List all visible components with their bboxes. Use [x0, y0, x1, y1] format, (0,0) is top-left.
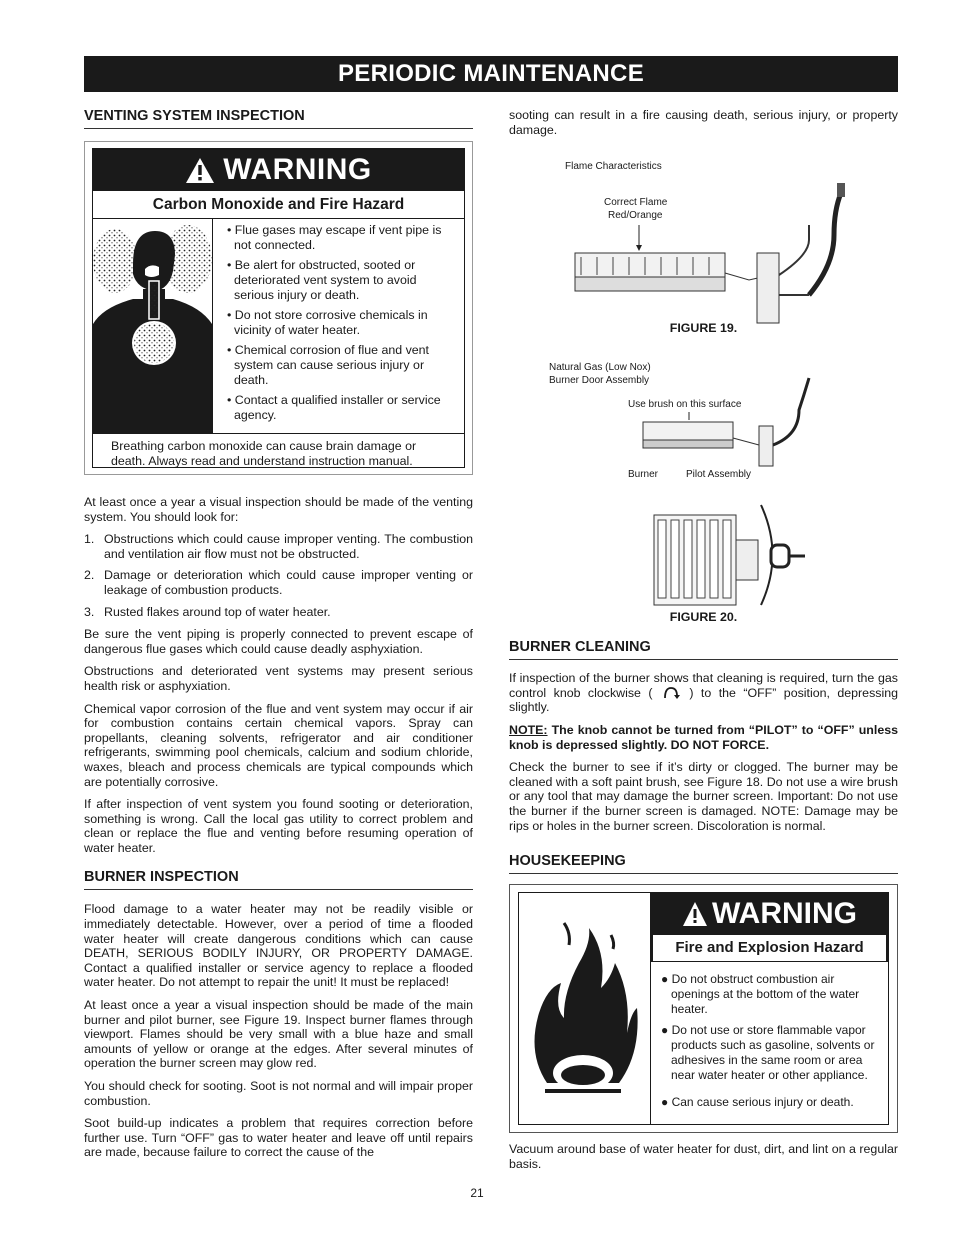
burner-inspection-heading: BURNER INSPECTION — [84, 869, 473, 890]
warning2-title-text: WARNING — [712, 897, 857, 931]
warning-item: • Chemical corrosion of flue and vent system can cause serious injury or death. — [227, 343, 430, 387]
paragraph: Chemical vapor corrosion of the flue and vent system may occur if air for combustion contains certain chemical vapors. Spray can propellants, cleaning solvents, refrigerator and air conditioner refrigerants, swimming pool chemicals, calcium and sodium chloride, waxes, bleach and process chemicals are typical compounds which are potentially corrosive. — [84, 701, 473, 789]
warning-item: ● Can cause serious injury or death. — [661, 1095, 854, 1110]
fig19-flame-label: Correct Flame — [604, 197, 668, 209]
right-column — [509, 108, 898, 1179]
fig19-color-label: Red/Orange — [608, 210, 663, 222]
list-item: 1. Obstructions which could cause improper venting. The combustion and ventilation air flow must not be obstructed. — [84, 532, 473, 561]
paragraph: At least once a year a visual inspection should be made of the main burner and pilot burner, see Figure 19. Inspect burner flames through viewport. Flames should be very small with a blue haze and small amounts of yellow or orange at the edges. After several minutes of operation the burner screen may glow red. — [84, 998, 473, 1071]
warning-triangle-icon — [185, 157, 215, 184]
paragraph: Soot build-up indicates a problem that requires correction before further use. Turn “OFF” gas to water heater and leave off until repairs are made, because failure to correct the cause of the — [84, 1116, 473, 1160]
note-paragraph: NOTE: The knob cannot be turned from “PILOT” to “OFF” unless knob is depressed slightly. DO NOT FORCE. — [509, 722, 898, 752]
warning-subtitle: Carbon Monoxide and Fire Hazard — [93, 191, 464, 219]
warning-item: • Be alert for obstructed, sooted or deteriorated vent system to avoid serious injury or death. — [227, 258, 417, 302]
co-breathing-icon — [93, 219, 212, 433]
warning-triangle-icon — [682, 901, 708, 927]
paragraph: Obstructions and deteriorated vent systems may present serious health risk or asphyxiation. — [84, 664, 473, 693]
warning-item: ● Do not use or store flammable vapor products such as gasoline, solvents or adhesives in the same room or area near water heater or other appliance. — [661, 1023, 875, 1083]
figure-20-caption: FIGURE 20. — [669, 610, 738, 625]
fig20-door-label: Burner Door Assembly — [549, 375, 650, 387]
warning-title — [93, 149, 464, 191]
fig20-pilot-label: Pilot Assembly — [686, 469, 752, 481]
fire-warning-box — [509, 884, 898, 1133]
warning-list — [213, 219, 464, 433]
warning2-list — [651, 962, 888, 1116]
fig20-brush-label: Use brush on this surface — [628, 399, 742, 411]
warning-item: • Contact a qualified installer or service agency. — [227, 393, 441, 422]
list-item: 3. Rusted flakes around top of water heater. — [84, 604, 331, 619]
paragraph-continued: sooting can result in a fire causing death, serious injury, or property damage. — [509, 108, 898, 137]
figure-19 — [509, 145, 898, 340]
warning-item: • Do not store corrosive chemicals in vicinity of water heater. — [227, 308, 428, 337]
left-column — [84, 108, 473, 1168]
figure-20 — [509, 340, 898, 625]
flame-illustration — [519, 893, 651, 1124]
page-number: 21 — [470, 1186, 484, 1200]
clockwise-arrow-icon — [660, 686, 682, 699]
warning-item: • Flue gases may escape if vent pipe is not connected. — [227, 223, 442, 252]
warning-title-text: WARNING — [223, 153, 372, 186]
warning-item: ● Do not obstruct combustion air openings at the bottom of the water heater. — [661, 972, 860, 1017]
burner-door-illustration — [509, 340, 898, 610]
list-item: 2. Damage or deterioration which could cause improper venting or leakage of combustion products. — [84, 568, 473, 597]
paragraph: If after inspection of vent system you found sooting or deterioration, something is wrong. Call the local gas utility to correct problem and clean or replace the flue and venting before resuming operation of water heater. — [84, 797, 473, 855]
flame-icon — [519, 893, 650, 1113]
housekeeping-paragraph: Vacuum around base of water heater for dust, dirt, and lint on a regular basis. — [509, 1142, 898, 1171]
fig20-gas-label: Natural Gas (Low Nox) — [549, 362, 651, 374]
paragraph: Flood damage to a water heater may not be readily visible or immediately detectable. However, over a period of time a flooded water heater will create dangerous conditions which can cause DEATH, SERIOUS BODILY INJURY, OR PROPERTY DAMAGE. Contact a qualified installer or service agency to replace a flooded water heater. Do not attempt to repair the unit! It must be replaced! — [84, 902, 473, 990]
co-person-illustration — [93, 219, 213, 433]
housekeeping-heading: HOUSEKEEPING — [509, 853, 898, 874]
co-warning-box — [84, 141, 473, 475]
page-banner: PERIODIC MAINTENANCE — [84, 56, 898, 92]
burner-cleaning-heading: BURNER CLEANING — [509, 639, 898, 660]
paragraph: Be sure the vent piping is properly connected to prevent escape of dangerous flue gases which could cause deadly asphyxiation. — [84, 627, 473, 656]
venting-checklist — [84, 532, 473, 619]
figure-19-caption: FIGURE 19. — [669, 321, 738, 336]
warning2-subtitle: Fire and Explosion Hazard — [651, 935, 888, 962]
fig19-title-label: Flame Characteristics — [565, 161, 662, 173]
paragraph: You should check for sooting. Soot is not normal and will impair proper combustion. — [84, 1079, 473, 1108]
cleaning-paragraph: If inspection of the burner shows that cleaning is required, turn the gas control knob clockwise ( ) to the “OFF” position, depressing slightly. — [509, 671, 898, 715]
burner-flame-illustration — [509, 145, 898, 325]
venting-intro: At least once a year a visual inspection should be made of the venting system. You should look for: — [84, 495, 473, 524]
paragraph: Check the burner to see if it’s dirty or clogged. The burner may be cleaned with a soft paint brush, see Figure 18. Do not use a wire brush or any tool that may damage the burner screen. Important: Do not use the burner if the burner screen is damaged. NOTE: Damage may be rips or holes in the burner screen. Discoloration is normal. — [509, 760, 898, 833]
warning2-title — [651, 893, 888, 935]
warning-footer: Breathing carbon monoxide can cause brain damage or death. Always read and understand instruction manual. — [111, 439, 417, 468]
fig20-burner-label: Burner — [628, 469, 659, 481]
venting-heading: VENTING SYSTEM INSPECTION — [84, 108, 473, 129]
